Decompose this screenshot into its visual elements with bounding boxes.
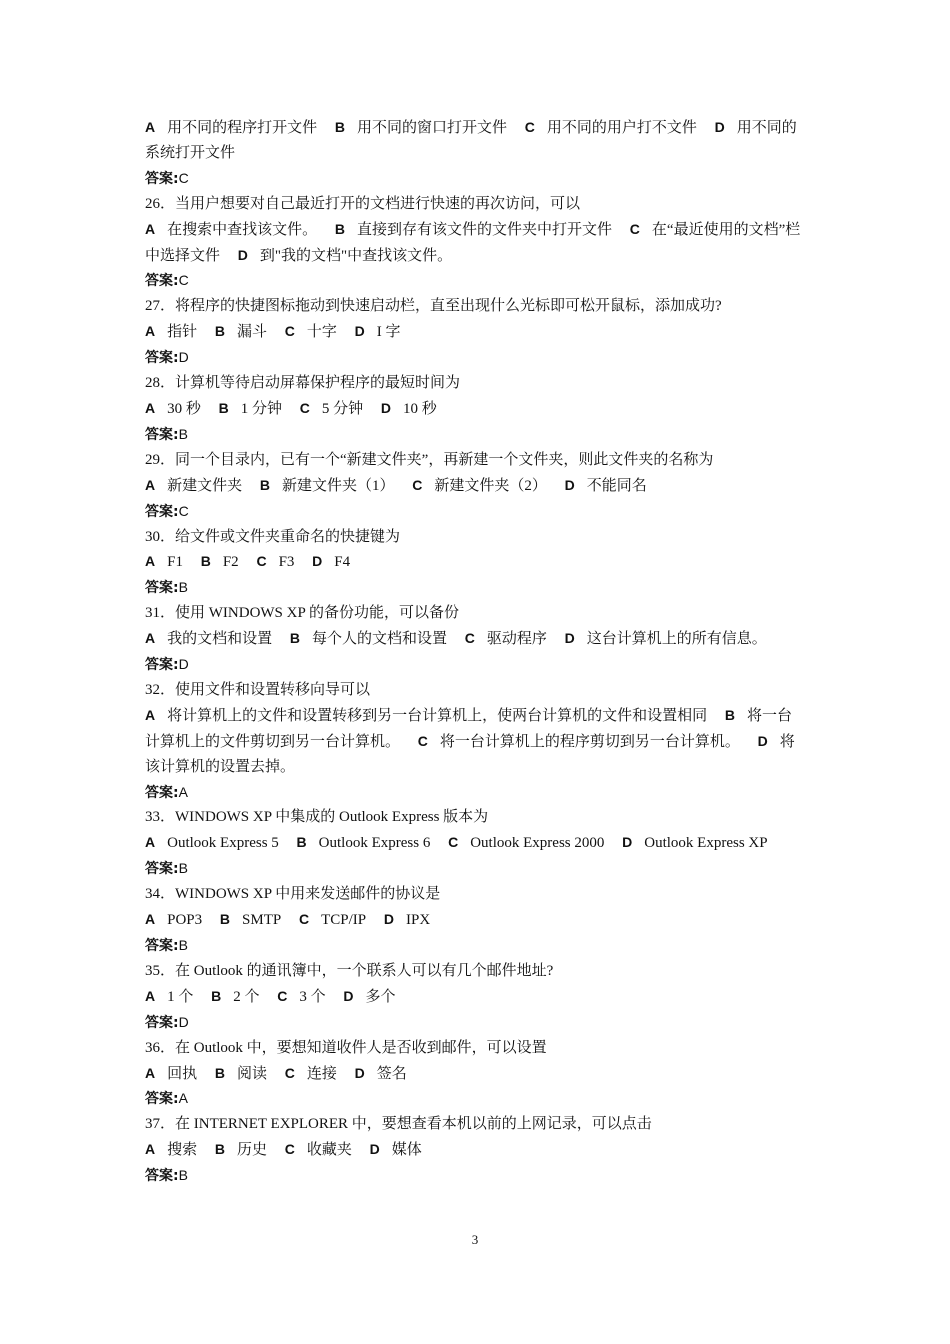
options-block	[145, 626, 807, 652]
options-block	[145, 703, 807, 780]
option-text: 搜索	[167, 1142, 198, 1159]
option-text: 将该计算机的设置去掉。	[145, 733, 795, 775]
option-text: 在“最近使用的文档”栏中选择文件	[145, 221, 801, 264]
option-text: 这台计算机上的所有信息。	[586, 631, 767, 648]
question-text: 36．在 Outlook 中，要想知道收件人是否收到邮件，可以设置	[145, 1039, 547, 1056]
option-label: C	[277, 987, 288, 1004]
answer-value: C	[178, 272, 189, 289]
option-text: 将一台计算机上的文件剪切到另一台计算机。	[145, 707, 793, 750]
answer-line	[145, 422, 807, 448]
answer-label: 答案:	[145, 1014, 179, 1031]
option-text: 5 分钟	[321, 400, 364, 417]
answer-line	[145, 780, 807, 806]
options-block	[145, 473, 807, 499]
option-label: B	[219, 911, 231, 928]
answer-value: B	[178, 937, 188, 953]
option-text: 我的文档和设置	[167, 631, 273, 648]
option-label: C	[284, 323, 295, 340]
option-label: D	[312, 553, 323, 570]
options-block	[145, 396, 807, 422]
option-label: B	[724, 706, 736, 723]
question-text: 37．在 INTERNET EXPLORER 中，要想查看本机以前的上网记录，可以点击	[145, 1116, 652, 1133]
answer-label: 答案:	[145, 657, 179, 674]
option-text: F1	[167, 554, 183, 571]
answer-label: 答案:	[145, 350, 179, 367]
option-text: 在搜索中查找该文件。	[167, 221, 318, 238]
option-text: 新建文件夹（2）	[434, 477, 547, 494]
question-text: 28．计算机等待启动屏幕保护程序的最短时间为	[145, 375, 461, 392]
answer-value: B	[178, 860, 188, 877]
question-text: 33．WINDOWS XP 中集成的 Outlook Express 版本为	[145, 809, 489, 826]
options-block	[145, 907, 807, 933]
option-label: B	[296, 834, 307, 851]
option-label: C	[464, 630, 475, 647]
option-label: A	[145, 834, 156, 851]
document-page	[145, 115, 807, 1189]
option-text: F2	[222, 554, 239, 571]
option-label: C	[412, 476, 423, 493]
answer-value: B	[178, 579, 188, 596]
option-text: 指针	[167, 324, 198, 341]
option-text: 阅读	[237, 1065, 268, 1082]
option-text: SMTP	[242, 912, 282, 929]
option-label: D	[354, 323, 365, 340]
option-label: B	[214, 323, 226, 340]
option-label: D	[622, 834, 633, 851]
option-label: A	[145, 399, 156, 416]
answer-line	[145, 575, 807, 601]
option-text: 到"我的文档"中查找该文件。	[259, 247, 453, 264]
options-block	[145, 549, 807, 575]
option-label: C	[284, 1141, 295, 1158]
option-text: 连接	[306, 1065, 337, 1082]
option-text: I 字	[376, 324, 401, 341]
option-text: 用不同的程序打开文件	[167, 120, 318, 136]
option-text: POP3	[167, 912, 203, 929]
answer-label: 答案:	[145, 503, 179, 520]
option-label: D	[564, 476, 575, 493]
answer-label: 答案:	[145, 580, 179, 597]
option-label: C	[524, 119, 535, 135]
question-text: 31．使用 WINDOWS XP 的备份功能，可以备份	[145, 605, 460, 622]
option-label: A	[145, 119, 156, 135]
answer-value: D	[178, 349, 189, 366]
options-block	[145, 115, 807, 166]
question-text: 29．同一个目录内，已有一个“新建文件夹”，再新建一个文件夹，则此文件夹的名称为	[145, 451, 714, 468]
option-text: 将一台计算机上的程序剪切到另一台计算机。	[439, 733, 740, 750]
option-label: D	[343, 987, 354, 1004]
option-label: B	[211, 987, 222, 1004]
answer-line	[145, 1163, 807, 1189]
options-block	[145, 830, 807, 856]
answer-value: B	[178, 425, 188, 442]
option-label: D	[564, 630, 575, 647]
option-label: A	[145, 1064, 156, 1081]
question-text: 26．当用户想要对自己最近打开的文档进行快速的再次访问，可以	[145, 195, 581, 212]
option-label: B	[289, 630, 301, 647]
option-text: 用不同的用户打不文件	[546, 120, 697, 136]
option-text: 10 秒	[403, 400, 437, 417]
option-text: Outlook Express 6	[318, 835, 431, 852]
option-label: C	[298, 911, 310, 928]
option-text: 签名	[376, 1065, 407, 1082]
option-label: C	[629, 220, 640, 237]
option-label: A	[145, 706, 156, 723]
page-number: 3	[471, 1232, 479, 1247]
option-label: A	[145, 220, 156, 237]
option-text: 媒体	[391, 1142, 422, 1159]
option-label: D	[757, 732, 768, 749]
option-text: 十字	[306, 324, 337, 341]
option-text: Outlook Express XP	[644, 835, 768, 852]
option-label: C	[448, 834, 459, 851]
option-text: 漏斗	[237, 324, 268, 341]
question-text: 34．WINDOWS XP 中用来发送邮件的协议是	[145, 886, 441, 903]
answer-line	[145, 268, 807, 294]
answer-line	[145, 345, 807, 371]
answer-label: 答案:	[145, 784, 179, 801]
option-text: 不能同名	[586, 477, 647, 494]
answer-value: A	[178, 783, 188, 800]
option-label: C	[299, 399, 310, 416]
answer-value: D	[178, 1013, 189, 1030]
answer-label: 答案:	[145, 426, 179, 443]
option-label: D	[354, 1064, 365, 1081]
option-text: 每个人的文档和设置	[312, 631, 448, 648]
option-text: F4	[334, 554, 351, 571]
option-text: 直接到存有该文件的文件夹中打开文件	[357, 221, 613, 238]
option-label: B	[334, 220, 346, 237]
answer-value: C	[178, 502, 189, 519]
option-text: TCP/IP	[321, 912, 367, 929]
options-block	[145, 1061, 807, 1087]
option-text: 用不同的系统打开文件	[145, 120, 797, 161]
answer-label: 答案:	[145, 170, 179, 187]
option-label: B	[214, 1064, 226, 1081]
answer-line	[145, 856, 807, 882]
option-text: IPX	[405, 912, 431, 929]
answer-line	[145, 933, 807, 959]
option-label: A	[145, 323, 156, 340]
option-label: B	[334, 119, 346, 135]
answer-line	[145, 1086, 807, 1112]
answer-label: 答案:	[145, 1168, 179, 1185]
option-label: B	[214, 1141, 226, 1158]
option-text: 用不同的窗口打开文件	[357, 120, 508, 136]
question-text: 30．给文件或文件夹重命名的快捷键为	[145, 528, 401, 545]
option-text: 驱动程序	[486, 631, 547, 648]
options-block	[145, 984, 807, 1010]
option-text: 新建文件夹	[167, 477, 243, 494]
option-label: D	[380, 399, 392, 416]
answer-value: D	[178, 656, 189, 673]
option-text: Outlook Express 2000	[470, 835, 605, 852]
option-text: 多个	[365, 988, 396, 1005]
option-text: Outlook Express 5	[167, 835, 279, 852]
option-label: D	[383, 911, 394, 928]
answer-label: 答案:	[145, 938, 179, 954]
option-text: 历史	[237, 1142, 268, 1159]
answer-line	[145, 499, 807, 525]
option-text: 将计算机上的文件和设置转移到另一台计算机上，使两台计算机的文件和设置相同	[167, 707, 708, 724]
answer-label: 答案:	[145, 1091, 179, 1108]
option-label: A	[145, 553, 156, 570]
option-label: A	[145, 987, 156, 1004]
option-text: 30 秒	[167, 400, 201, 417]
option-text: 收藏夹	[306, 1142, 352, 1159]
answer-label: 答案:	[145, 861, 179, 878]
answer-value: B	[178, 1167, 188, 1184]
question-text: 32．使用文件和设置转移向导可以	[145, 681, 371, 698]
option-label: B	[200, 553, 211, 570]
option-label: B	[218, 399, 229, 416]
option-label: A	[145, 476, 156, 493]
option-label: C	[256, 553, 267, 570]
option-text: 3 个	[299, 988, 326, 1005]
option-label: C	[417, 732, 428, 749]
option-text: 新建文件夹（1）	[282, 477, 395, 494]
options-block	[145, 319, 807, 345]
option-text: 1 分钟	[240, 400, 283, 417]
option-label: A	[145, 1141, 156, 1158]
answer-line	[145, 652, 807, 678]
answer-line	[145, 1010, 807, 1036]
option-label: C	[284, 1064, 295, 1081]
question-text: 27．将程序的快捷图标拖动到快速启动栏，直至出现什么光标即可松开鼠标，添加成功?	[145, 298, 722, 315]
option-text: 1 个	[167, 988, 194, 1005]
option-label: D	[369, 1141, 380, 1158]
option-text: 回执	[167, 1065, 198, 1082]
option-text: F3	[278, 554, 295, 571]
option-label: A	[145, 630, 156, 647]
answer-value: A	[178, 1090, 188, 1107]
option-text: 2 个	[233, 988, 260, 1005]
options-block	[145, 1137, 807, 1163]
option-label: A	[145, 911, 156, 928]
options-block	[145, 217, 807, 269]
answer-line	[145, 166, 807, 192]
answer-value: C	[178, 169, 189, 186]
answer-label: 答案:	[145, 273, 179, 290]
option-label: D	[714, 119, 725, 135]
option-label: B	[259, 476, 271, 493]
question-text: 35．在 Outlook 的通讯簿中，一个联系人可以有几个邮件地址?	[145, 962, 554, 979]
option-label: D	[237, 246, 248, 263]
